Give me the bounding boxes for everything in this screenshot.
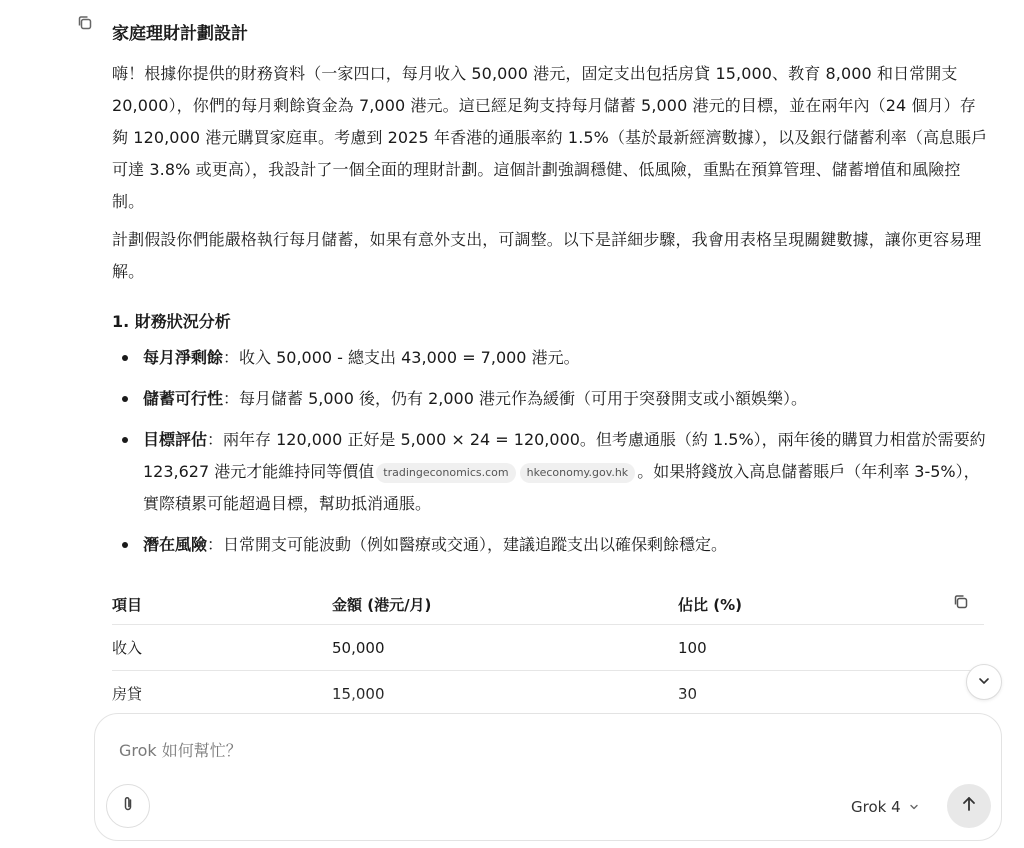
section-heading: 1. 財務狀況分析 xyxy=(112,312,231,331)
paperclip-icon xyxy=(120,795,136,817)
table-header-item: 項目 xyxy=(112,595,143,614)
list-item xyxy=(112,424,988,520)
response-title: 家庭理財計劃設計 xyxy=(112,24,248,44)
table-cell: 100 xyxy=(678,638,707,657)
list-item xyxy=(112,383,988,415)
model-selector[interactable] xyxy=(851,796,919,818)
scroll-to-bottom-button[interactable] xyxy=(966,664,1002,700)
table-row xyxy=(112,625,984,671)
bullet-label: 每月淨剩餘 xyxy=(143,348,224,367)
chevron-down-icon xyxy=(909,798,919,816)
bullet-text: 。如果將錢放入高息儲蓄賬戶（年利率 3-5%），實際積累可能超過目標，幫助抵消通脹。 xyxy=(143,462,980,513)
table-cell: 50,000 xyxy=(332,638,385,657)
message-composer xyxy=(94,713,1002,841)
bullet-text: ：兩年存 120,000 正好是 5,000 × 24 = 120,000。但考慮通脹（約 1.5%），兩年後的購買力相當於需要約 123,627 港元才能維持同等價值 xyxy=(143,430,986,481)
source-chip-tradingeconomics[interactable]: tradingeconomics.com xyxy=(376,463,515,483)
send-button[interactable] xyxy=(947,784,991,828)
table-cell: 30 xyxy=(678,684,698,703)
table-cell: 15,000 xyxy=(332,684,385,703)
table-header-percent: 佔比 (%) xyxy=(678,595,742,614)
bullet-text: ：收入 50,000 - 總支出 43,000 = 7,000 港元。 xyxy=(223,348,580,367)
bullet-label: 儲蓄可行性 xyxy=(143,389,224,408)
assistant-response xyxy=(112,20,988,570)
list-item xyxy=(112,342,988,374)
table-cell: 房貸 xyxy=(112,685,143,703)
arrow-up-icon xyxy=(960,795,978,817)
attach-button[interactable] xyxy=(106,784,150,828)
table-header-amount: 金額 (港元/月) xyxy=(332,595,432,614)
bullet-text: ：每月儲蓄 5,000 後，仍有 2,000 港元作為緩衝（可用于突發開支或小額娛樂）。 xyxy=(223,389,807,408)
prompt-input[interactable] xyxy=(117,736,821,764)
table-row xyxy=(112,671,984,717)
bullet-label: 目標評估 xyxy=(143,430,208,449)
source-chip-hkeconomy[interactable]: hkeconomy.gov.hk xyxy=(520,463,636,483)
assumption-paragraph: 計劃假設你們能嚴格執行每月儲蓄，如果有意外支出，可調整。以下是詳細步驟，我會用表格呈現關鍵數據，讓你更容易理解。 xyxy=(112,230,982,281)
list-item xyxy=(112,529,988,561)
bullet-label: 潛在風險 xyxy=(143,535,208,554)
copy-icon[interactable] xyxy=(76,14,94,32)
table-header-row xyxy=(112,584,984,625)
model-label: Grok 4 xyxy=(851,798,901,816)
table-cell: 收入 xyxy=(112,639,143,657)
intro-paragraph: 嗨！根據你提供的財務資料（一家四口，每月收入 50,000 港元，固定支出包括房貸 15,000、教育 8,000 和日常開支 20,000），你們的每月剩餘資金為 7,000 港元。這已經足夠支持每月儲蓄 5,000 港元的目標，並在兩年內（24 個月）存夠 120,000 港元購買家庭車。考慮到 2025 年香港的通脹率約 1.5%（基於最新經濟數據），以及銀行儲蓄利率（高息賬戶可達 3.8% 或更高），我設計了一個全面的理財計劃。這個計劃強調穩健、低風險，重點在預算管理、儲蓄增值和風險控制。 xyxy=(112,64,988,211)
bullet-text: ：日常開支可能波動（例如醫療或交通），建議追蹤支出以確保剩餘穩定。 xyxy=(207,535,728,554)
budget-table xyxy=(112,584,984,717)
chevron-down-icon xyxy=(977,673,991,692)
copy-icon[interactable] xyxy=(952,593,970,611)
analysis-list xyxy=(112,342,988,561)
